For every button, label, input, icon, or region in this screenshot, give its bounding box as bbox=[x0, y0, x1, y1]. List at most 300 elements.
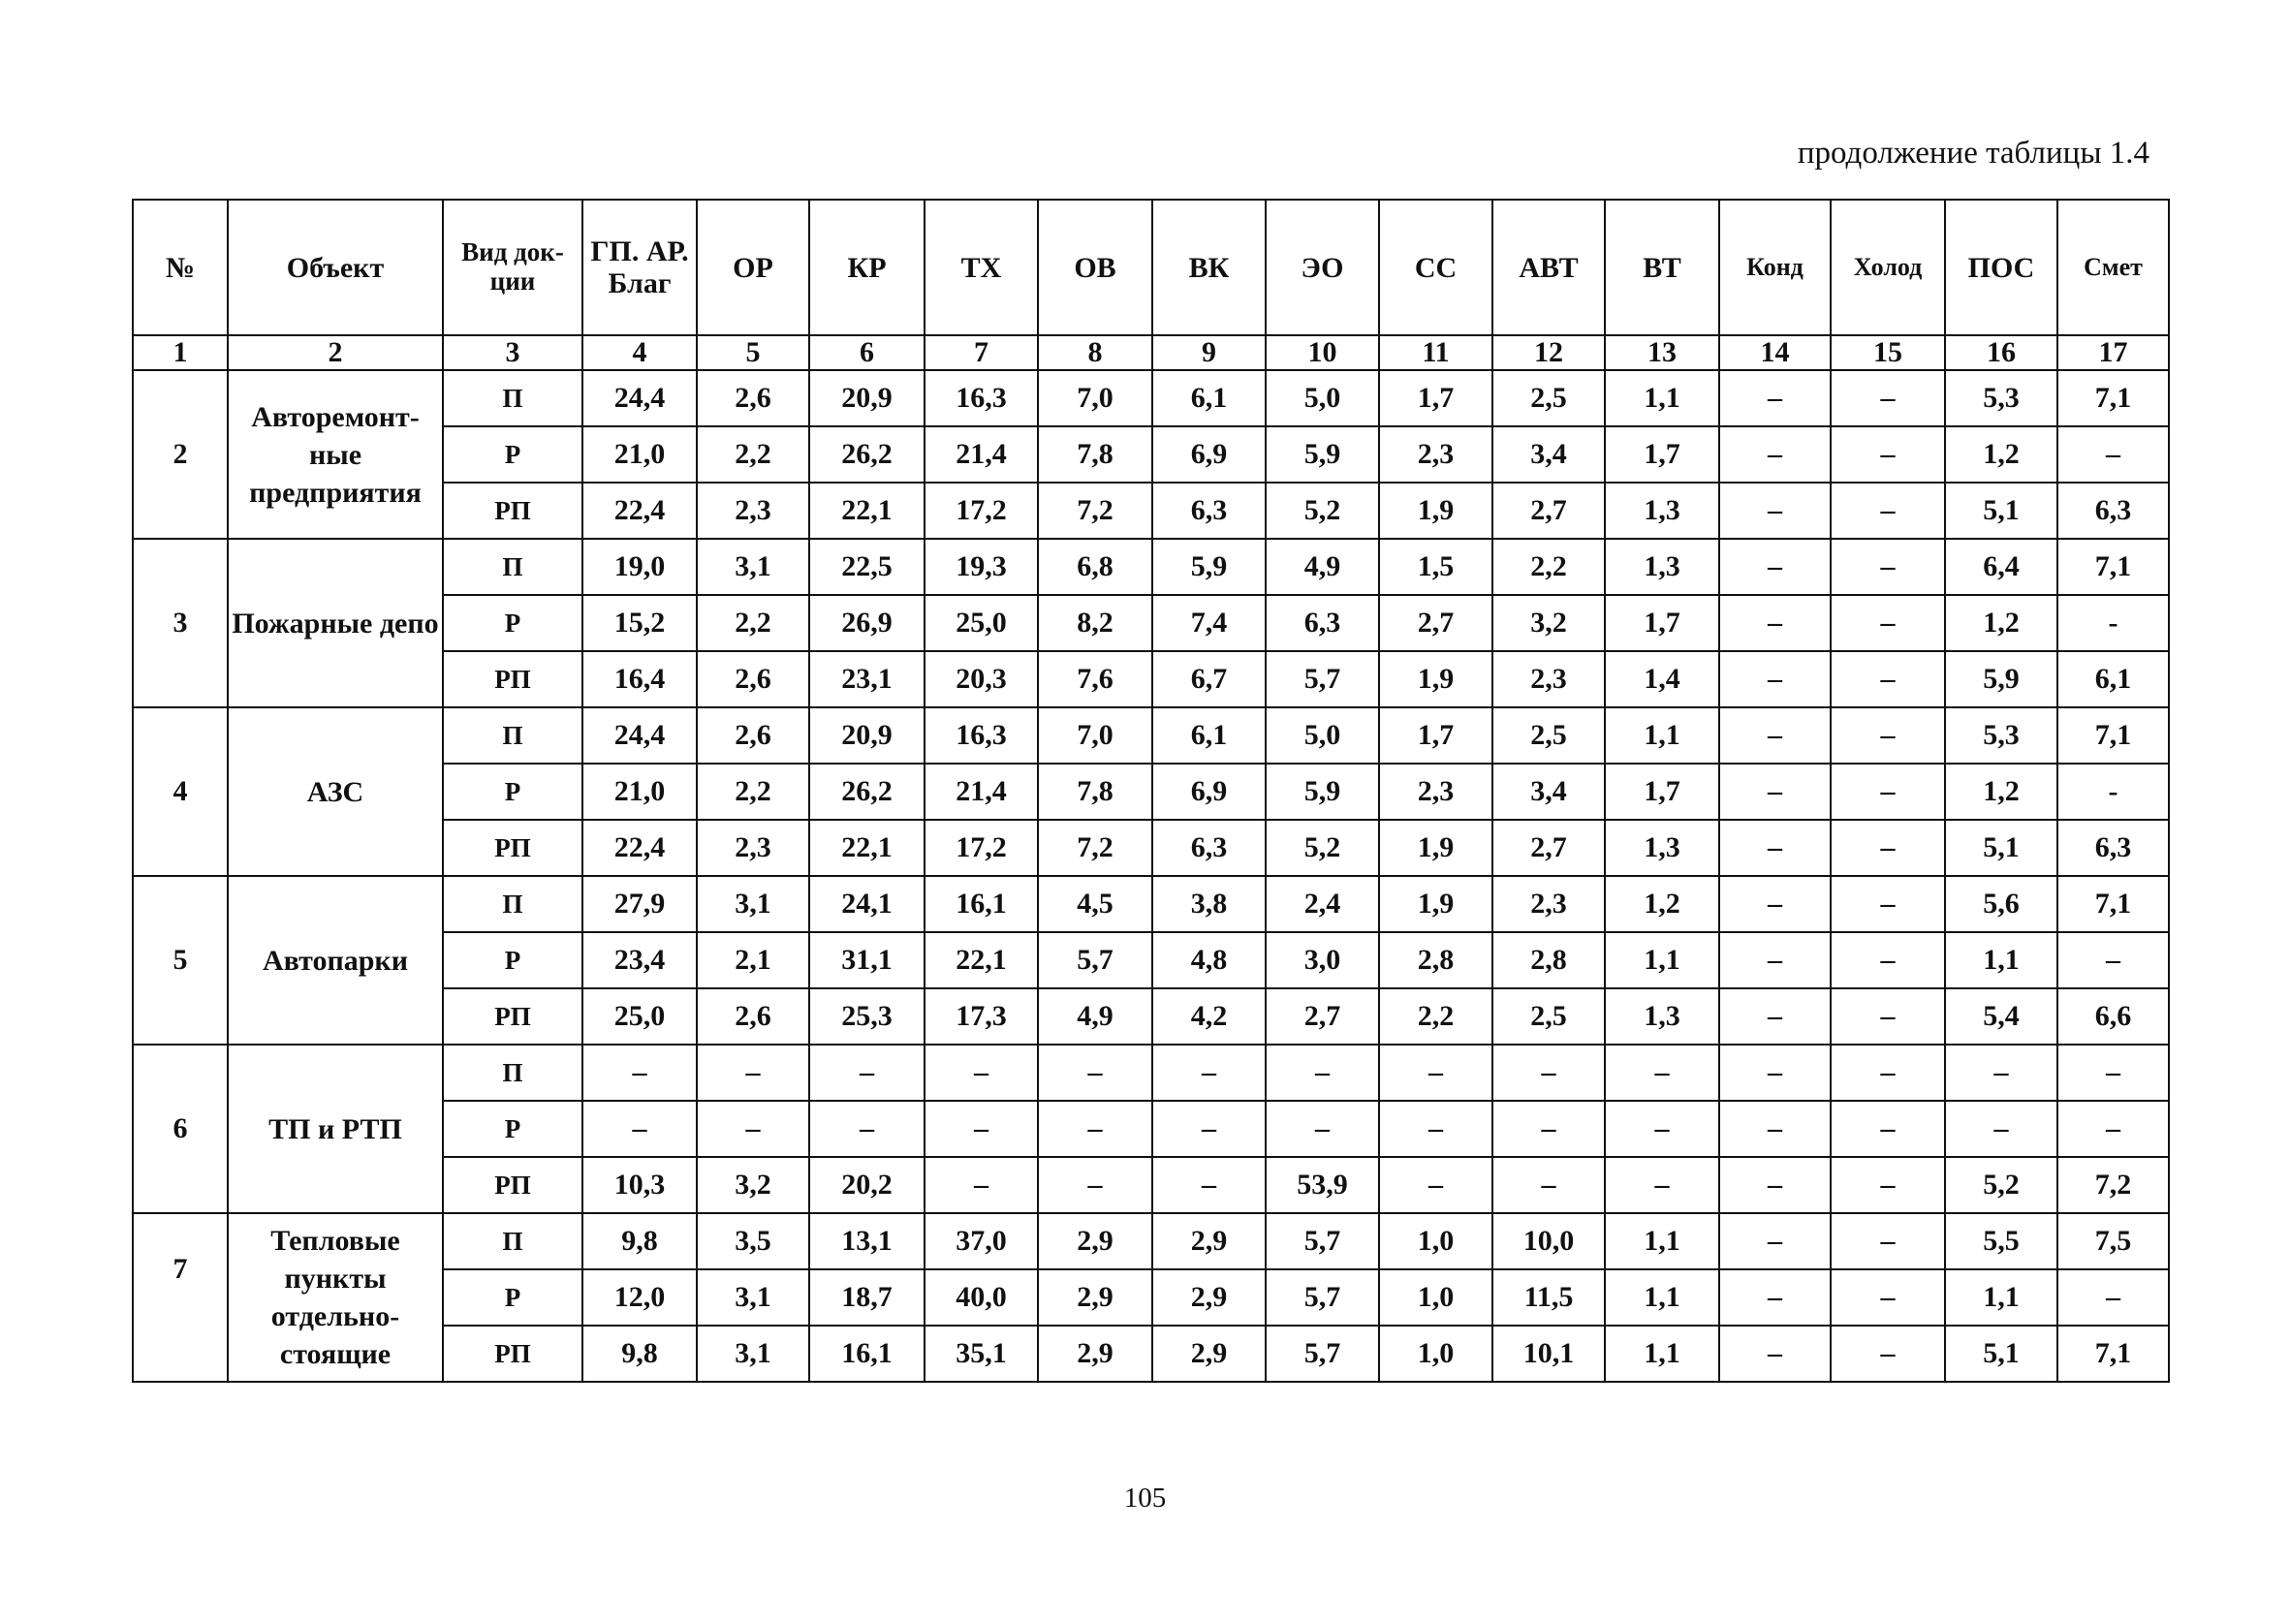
value-cell: 10,0 bbox=[1492, 1213, 1605, 1269]
value-cell: 5,7 bbox=[1266, 651, 1379, 707]
value-cell: 6,3 bbox=[2057, 820, 2169, 876]
value-cell: 2,9 bbox=[1038, 1269, 1152, 1326]
value-cell: 1,1 bbox=[1605, 707, 1719, 764]
value-cell: 2,6 bbox=[697, 707, 809, 764]
value-cell: 11,5 bbox=[1492, 1269, 1605, 1326]
column-number: 3 bbox=[443, 335, 582, 370]
value-cell: 2,9 bbox=[1152, 1326, 1266, 1382]
doc-type: П bbox=[443, 876, 582, 932]
value-cell: 5,1 bbox=[1945, 483, 2057, 539]
value-cell: 6,6 bbox=[2057, 988, 2169, 1045]
value-cell: 16,4 bbox=[582, 651, 697, 707]
value-cell: 10,1 bbox=[1492, 1326, 1605, 1382]
value-cell: 2,8 bbox=[1379, 932, 1492, 988]
object-name: ТП и РТП bbox=[228, 1045, 443, 1213]
value-cell: 4,2 bbox=[1152, 988, 1266, 1045]
value-cell: – bbox=[1831, 988, 1945, 1045]
value-cell: 21,0 bbox=[582, 764, 697, 820]
value-cell: 16,3 bbox=[925, 370, 1038, 426]
value-cell: – bbox=[809, 1045, 925, 1101]
value-cell: 5,7 bbox=[1038, 932, 1152, 988]
value-cell: 1,4 bbox=[1605, 651, 1719, 707]
value-cell: – bbox=[1719, 820, 1831, 876]
value-cell: 6,8 bbox=[1038, 539, 1152, 595]
value-cell: 5,4 bbox=[1945, 988, 2057, 1045]
table-row bbox=[133, 1045, 2169, 1101]
value-cell: 10,3 bbox=[582, 1157, 697, 1213]
value-cell: 2,2 bbox=[697, 595, 809, 651]
value-cell: 1,1 bbox=[1605, 932, 1719, 988]
page-number: 105 bbox=[1123, 1483, 1167, 1514]
value-cell: – bbox=[1719, 1045, 1831, 1101]
column-header: ПОС bbox=[1945, 200, 2057, 335]
column-number: 10 bbox=[1266, 335, 1379, 370]
object-name: Тепловые пункты отдельно-стоящие bbox=[228, 1213, 443, 1382]
value-cell: – bbox=[1719, 1213, 1831, 1269]
value-cell: 2,7 bbox=[1492, 483, 1605, 539]
value-cell: 4,8 bbox=[1152, 932, 1266, 988]
value-cell: – bbox=[1038, 1157, 1152, 1213]
value-cell: 35,1 bbox=[925, 1326, 1038, 1382]
object-name: Автопарки bbox=[228, 876, 443, 1045]
value-cell: 9,8 bbox=[582, 1213, 697, 1269]
value-cell: - bbox=[2057, 595, 2169, 651]
table-row bbox=[133, 370, 2169, 426]
value-cell: 7,2 bbox=[2057, 1157, 2169, 1213]
value-cell: – bbox=[2057, 1269, 2169, 1326]
value-cell: 5,7 bbox=[1266, 1326, 1379, 1382]
value-cell: – bbox=[1831, 426, 1945, 483]
value-cell: 3,8 bbox=[1152, 876, 1266, 932]
value-cell: 2,2 bbox=[697, 426, 809, 483]
value-cell: 20,3 bbox=[925, 651, 1038, 707]
value-cell: – bbox=[1831, 539, 1945, 595]
value-cell: 13,1 bbox=[809, 1213, 925, 1269]
value-cell: 1,2 bbox=[1605, 876, 1719, 932]
value-cell: 6,4 bbox=[1945, 539, 2057, 595]
value-cell: 8,2 bbox=[1038, 595, 1152, 651]
value-cell: 2,3 bbox=[1379, 426, 1492, 483]
value-cell: 1,3 bbox=[1605, 988, 1719, 1045]
data-table bbox=[132, 199, 2170, 1383]
value-cell: – bbox=[1831, 370, 1945, 426]
value-cell: 1,9 bbox=[1379, 651, 1492, 707]
value-cell: – bbox=[2057, 1045, 2169, 1101]
value-cell: 3,2 bbox=[1492, 595, 1605, 651]
column-header: Смет bbox=[2057, 200, 2169, 335]
value-cell: – bbox=[809, 1101, 925, 1157]
value-cell: 2,9 bbox=[1152, 1213, 1266, 1269]
table-row bbox=[133, 539, 2169, 595]
value-cell: 1,0 bbox=[1379, 1213, 1492, 1269]
value-cell: 25,3 bbox=[809, 988, 925, 1045]
value-cell: 5,0 bbox=[1266, 370, 1379, 426]
value-cell: 24,1 bbox=[809, 876, 925, 932]
value-cell: – bbox=[1831, 483, 1945, 539]
value-cell: 12,0 bbox=[582, 1269, 697, 1326]
value-cell: 2,9 bbox=[1038, 1326, 1152, 1382]
table-body bbox=[133, 370, 2169, 1382]
doc-type: П bbox=[443, 1045, 582, 1101]
value-cell: 4,9 bbox=[1038, 988, 1152, 1045]
value-cell: 2,3 bbox=[1492, 876, 1605, 932]
value-cell: – bbox=[1831, 707, 1945, 764]
doc-type: РП bbox=[443, 820, 582, 876]
column-number: 6 bbox=[809, 335, 925, 370]
value-cell: 1,1 bbox=[1605, 1213, 1719, 1269]
column-header: ТХ bbox=[925, 200, 1038, 335]
value-cell: 17,2 bbox=[925, 820, 1038, 876]
value-cell: 4,5 bbox=[1038, 876, 1152, 932]
table-caption: продолжение таблицы 1.4 bbox=[1797, 136, 2149, 171]
value-cell: 1,9 bbox=[1379, 483, 1492, 539]
doc-type: Р bbox=[443, 1269, 582, 1326]
value-cell: 2,8 bbox=[1492, 932, 1605, 988]
row-number: 4 bbox=[133, 707, 228, 876]
value-cell: – bbox=[1266, 1101, 1379, 1157]
value-cell: – bbox=[925, 1045, 1038, 1101]
doc-type: П bbox=[443, 707, 582, 764]
value-cell: – bbox=[1266, 1045, 1379, 1101]
value-cell: – bbox=[1719, 1269, 1831, 1326]
value-cell: 2,2 bbox=[1379, 988, 1492, 1045]
value-cell: – bbox=[1719, 707, 1831, 764]
value-cell: – bbox=[1038, 1045, 1152, 1101]
column-header: ГП. АР. Благ bbox=[582, 200, 697, 335]
value-cell: 22,4 bbox=[582, 483, 697, 539]
value-cell: 2,3 bbox=[1379, 764, 1492, 820]
value-cell: 20,2 bbox=[809, 1157, 925, 1213]
value-cell: – bbox=[1831, 876, 1945, 932]
value-cell: 5,9 bbox=[1945, 651, 2057, 707]
value-cell: 21,4 bbox=[925, 426, 1038, 483]
row-number: 3 bbox=[133, 539, 228, 707]
value-cell: 5,5 bbox=[1945, 1213, 2057, 1269]
value-cell: – bbox=[1719, 595, 1831, 651]
value-cell: 6,3 bbox=[1266, 595, 1379, 651]
value-cell: 2,1 bbox=[697, 932, 809, 988]
value-cell: 6,9 bbox=[1152, 426, 1266, 483]
doc-type: Р bbox=[443, 932, 582, 988]
value-cell: 19,3 bbox=[925, 539, 1038, 595]
value-cell: – bbox=[697, 1101, 809, 1157]
column-number: 9 bbox=[1152, 335, 1266, 370]
value-cell: 2,3 bbox=[697, 820, 809, 876]
value-cell: – bbox=[1152, 1101, 1266, 1157]
column-header: Конд bbox=[1719, 200, 1831, 335]
value-cell: – bbox=[1492, 1101, 1605, 1157]
column-header: КР bbox=[809, 200, 925, 335]
value-cell: 6,3 bbox=[1152, 820, 1266, 876]
value-cell: 6,1 bbox=[1152, 370, 1266, 426]
value-cell: – bbox=[2057, 932, 2169, 988]
value-cell: – bbox=[1379, 1101, 1492, 1157]
column-number: 11 bbox=[1379, 335, 1492, 370]
value-cell: 7,2 bbox=[1038, 483, 1152, 539]
column-header: Объект bbox=[228, 200, 443, 335]
column-header: № bbox=[133, 200, 228, 335]
value-cell: 1,1 bbox=[1945, 1269, 2057, 1326]
value-cell: – bbox=[1831, 1101, 1945, 1157]
object-name: Авторемонт-ные предприятия bbox=[228, 370, 443, 539]
value-cell: – bbox=[1719, 1101, 1831, 1157]
value-cell: 3,1 bbox=[697, 1326, 809, 1382]
value-cell: – bbox=[1831, 1326, 1945, 1382]
value-cell: 5,9 bbox=[1152, 539, 1266, 595]
value-cell: 2,5 bbox=[1492, 370, 1605, 426]
value-cell: 7,1 bbox=[2057, 539, 2169, 595]
column-number: 7 bbox=[925, 335, 1038, 370]
value-cell: 1,7 bbox=[1379, 370, 1492, 426]
column-number: 12 bbox=[1492, 335, 1605, 370]
value-cell: – bbox=[1605, 1101, 1719, 1157]
value-cell: – bbox=[1831, 1157, 1945, 1213]
doc-type: РП bbox=[443, 651, 582, 707]
value-cell: 21,4 bbox=[925, 764, 1038, 820]
value-cell: 25,0 bbox=[925, 595, 1038, 651]
value-cell: – bbox=[1831, 932, 1945, 988]
value-cell: 26,2 bbox=[809, 764, 925, 820]
value-cell: 17,3 bbox=[925, 988, 1038, 1045]
value-cell: 2,2 bbox=[697, 764, 809, 820]
column-number: 8 bbox=[1038, 335, 1152, 370]
value-cell: – bbox=[1831, 820, 1945, 876]
value-cell: 5,2 bbox=[1945, 1157, 2057, 1213]
column-number: 4 bbox=[582, 335, 697, 370]
value-cell: 2,6 bbox=[697, 651, 809, 707]
doc-type: РП bbox=[443, 1326, 582, 1382]
value-cell: 1,3 bbox=[1605, 539, 1719, 595]
value-cell: 1,7 bbox=[1605, 595, 1719, 651]
doc-type: РП bbox=[443, 988, 582, 1045]
value-cell: 7,0 bbox=[1038, 707, 1152, 764]
value-cell: – bbox=[2057, 426, 2169, 483]
value-cell: 1,1 bbox=[1945, 932, 2057, 988]
value-cell: 9,8 bbox=[582, 1326, 697, 1382]
value-cell: 3,2 bbox=[697, 1157, 809, 1213]
value-cell: – bbox=[582, 1045, 697, 1101]
value-cell: 1,0 bbox=[1379, 1326, 1492, 1382]
value-cell: 1,0 bbox=[1379, 1269, 1492, 1326]
value-cell: 22,1 bbox=[925, 932, 1038, 988]
value-cell: 5,2 bbox=[1266, 483, 1379, 539]
value-cell: 5,7 bbox=[1266, 1269, 1379, 1326]
column-number: 2 bbox=[228, 335, 443, 370]
value-cell: 1,2 bbox=[1945, 595, 2057, 651]
column-header: СС bbox=[1379, 200, 1492, 335]
value-cell: 6,1 bbox=[1152, 707, 1266, 764]
column-number: 13 bbox=[1605, 335, 1719, 370]
value-cell: – bbox=[1152, 1157, 1266, 1213]
value-cell: 6,9 bbox=[1152, 764, 1266, 820]
value-cell: 22,5 bbox=[809, 539, 925, 595]
value-cell: 5,7 bbox=[1266, 1213, 1379, 1269]
object-name: Пожарные депо bbox=[228, 539, 443, 707]
value-cell: 2,5 bbox=[1492, 988, 1605, 1045]
doc-type: Р bbox=[443, 595, 582, 651]
value-cell: 1,5 bbox=[1379, 539, 1492, 595]
value-cell: – bbox=[1831, 1213, 1945, 1269]
doc-type: Р bbox=[443, 1101, 582, 1157]
value-cell: 1,7 bbox=[1379, 707, 1492, 764]
value-cell: 17,2 bbox=[925, 483, 1038, 539]
value-cell: – bbox=[1492, 1157, 1605, 1213]
value-cell: 1,1 bbox=[1605, 1326, 1719, 1382]
value-cell: 1,2 bbox=[1945, 764, 2057, 820]
value-cell: – bbox=[1492, 1045, 1605, 1101]
value-cell: 2,2 bbox=[1492, 539, 1605, 595]
value-cell: – bbox=[925, 1157, 1038, 1213]
value-cell: – bbox=[1719, 1326, 1831, 1382]
value-cell: 53,9 bbox=[1266, 1157, 1379, 1213]
value-cell: 5,6 bbox=[1945, 876, 2057, 932]
value-cell: 3,1 bbox=[697, 539, 809, 595]
value-cell: 7,0 bbox=[1038, 370, 1152, 426]
value-cell: 7,1 bbox=[2057, 707, 2169, 764]
value-cell: – bbox=[1719, 1157, 1831, 1213]
value-cell: 7,4 bbox=[1152, 595, 1266, 651]
value-cell: – bbox=[1831, 595, 1945, 651]
value-cell: 3,5 bbox=[697, 1213, 809, 1269]
row-number: 2 bbox=[133, 370, 228, 539]
value-cell: 2,7 bbox=[1266, 988, 1379, 1045]
value-cell: 1,1 bbox=[1605, 1269, 1719, 1326]
doc-type: РП bbox=[443, 483, 582, 539]
column-header: ОР bbox=[697, 200, 809, 335]
value-cell: 40,0 bbox=[925, 1269, 1038, 1326]
table-row bbox=[133, 876, 2169, 932]
value-cell: 1,2 bbox=[1945, 426, 2057, 483]
value-cell: – bbox=[1719, 539, 1831, 595]
value-cell: – bbox=[1945, 1101, 2057, 1157]
column-header: ЭО bbox=[1266, 200, 1379, 335]
value-cell: – bbox=[1152, 1045, 1266, 1101]
value-cell: – bbox=[925, 1101, 1038, 1157]
value-cell: – bbox=[1719, 988, 1831, 1045]
value-cell: 7,8 bbox=[1038, 764, 1152, 820]
value-cell: 6,3 bbox=[2057, 483, 2169, 539]
value-cell: – bbox=[2057, 1101, 2169, 1157]
value-cell: 2,9 bbox=[1038, 1213, 1152, 1269]
value-cell: 16,1 bbox=[925, 876, 1038, 932]
value-cell: 1,7 bbox=[1605, 426, 1719, 483]
value-cell: – bbox=[1038, 1101, 1152, 1157]
value-cell: – bbox=[1719, 932, 1831, 988]
value-cell: 1,3 bbox=[1605, 820, 1719, 876]
column-header: ОВ bbox=[1038, 200, 1152, 335]
doc-type: РП bbox=[443, 1157, 582, 1213]
value-cell: 19,0 bbox=[582, 539, 697, 595]
value-cell: 6,7 bbox=[1152, 651, 1266, 707]
column-header: АВТ bbox=[1492, 200, 1605, 335]
value-cell: – bbox=[582, 1101, 697, 1157]
value-cell: – bbox=[1831, 764, 1945, 820]
value-cell: 5,0 bbox=[1266, 707, 1379, 764]
value-cell: 5,9 bbox=[1266, 426, 1379, 483]
value-cell: 27,9 bbox=[582, 876, 697, 932]
doc-type: П bbox=[443, 1213, 582, 1269]
value-cell: – bbox=[1379, 1045, 1492, 1101]
value-cell: 20,9 bbox=[809, 707, 925, 764]
value-cell: 26,9 bbox=[809, 595, 925, 651]
column-header: ВК bbox=[1152, 200, 1266, 335]
value-cell: 7,5 bbox=[2057, 1213, 2169, 1269]
value-cell: – bbox=[697, 1045, 809, 1101]
value-cell: 25,0 bbox=[582, 988, 697, 1045]
value-cell: - bbox=[2057, 764, 2169, 820]
value-cell: 21,0 bbox=[582, 426, 697, 483]
value-cell: 3,0 bbox=[1266, 932, 1379, 988]
column-number: 17 bbox=[2057, 335, 2169, 370]
value-cell: 7,6 bbox=[1038, 651, 1152, 707]
value-cell: 20,9 bbox=[809, 370, 925, 426]
column-number: 16 bbox=[1945, 335, 2057, 370]
value-cell: 23,4 bbox=[582, 932, 697, 988]
value-cell: – bbox=[1831, 651, 1945, 707]
value-cell: 31,1 bbox=[809, 932, 925, 988]
header-row bbox=[133, 200, 2169, 335]
table-row bbox=[133, 1213, 2169, 1269]
value-cell: – bbox=[1831, 1269, 1945, 1326]
value-cell: 4,9 bbox=[1266, 539, 1379, 595]
value-cell: 2,4 bbox=[1266, 876, 1379, 932]
value-cell: 1,3 bbox=[1605, 483, 1719, 539]
value-cell: 7,8 bbox=[1038, 426, 1152, 483]
value-cell: 5,3 bbox=[1945, 370, 2057, 426]
value-cell: 7,1 bbox=[2057, 370, 2169, 426]
column-header: Вид док-ции bbox=[443, 200, 582, 335]
value-cell: 18,7 bbox=[809, 1269, 925, 1326]
column-number: 5 bbox=[697, 335, 809, 370]
value-cell: 7,1 bbox=[2057, 1326, 2169, 1382]
value-cell: – bbox=[1719, 426, 1831, 483]
value-cell: 2,9 bbox=[1152, 1269, 1266, 1326]
value-cell: 2,5 bbox=[1492, 707, 1605, 764]
value-cell: 16,3 bbox=[925, 707, 1038, 764]
value-cell: – bbox=[1831, 1045, 1945, 1101]
value-cell: 7,2 bbox=[1038, 820, 1152, 876]
column-header: Холод bbox=[1831, 200, 1945, 335]
value-cell: 22,1 bbox=[809, 820, 925, 876]
value-cell: 2,3 bbox=[697, 483, 809, 539]
table-row bbox=[133, 707, 2169, 764]
value-cell: 22,1 bbox=[809, 483, 925, 539]
row-number: 7 bbox=[133, 1213, 228, 1382]
value-cell: 23,1 bbox=[809, 651, 925, 707]
value-cell: 37,0 bbox=[925, 1213, 1038, 1269]
doc-type: П bbox=[443, 370, 582, 426]
value-cell: 3,1 bbox=[697, 1269, 809, 1326]
value-cell: 24,4 bbox=[582, 707, 697, 764]
row-number: 6 bbox=[133, 1045, 228, 1213]
value-cell: 1,7 bbox=[1605, 764, 1719, 820]
value-cell: 2,6 bbox=[697, 988, 809, 1045]
doc-type: Р bbox=[443, 426, 582, 483]
column-header: ВТ bbox=[1605, 200, 1719, 335]
value-cell: 3,1 bbox=[697, 876, 809, 932]
value-cell: 22,4 bbox=[582, 820, 697, 876]
column-number-row bbox=[133, 335, 2169, 370]
value-cell: – bbox=[1719, 370, 1831, 426]
value-cell: 3,4 bbox=[1492, 426, 1605, 483]
column-number: 1 bbox=[133, 335, 228, 370]
value-cell: 15,2 bbox=[582, 595, 697, 651]
value-cell: – bbox=[1945, 1045, 2057, 1101]
value-cell: 3,4 bbox=[1492, 764, 1605, 820]
value-cell: 5,1 bbox=[1945, 1326, 2057, 1382]
value-cell: 5,2 bbox=[1266, 820, 1379, 876]
value-cell: 16,1 bbox=[809, 1326, 925, 1382]
